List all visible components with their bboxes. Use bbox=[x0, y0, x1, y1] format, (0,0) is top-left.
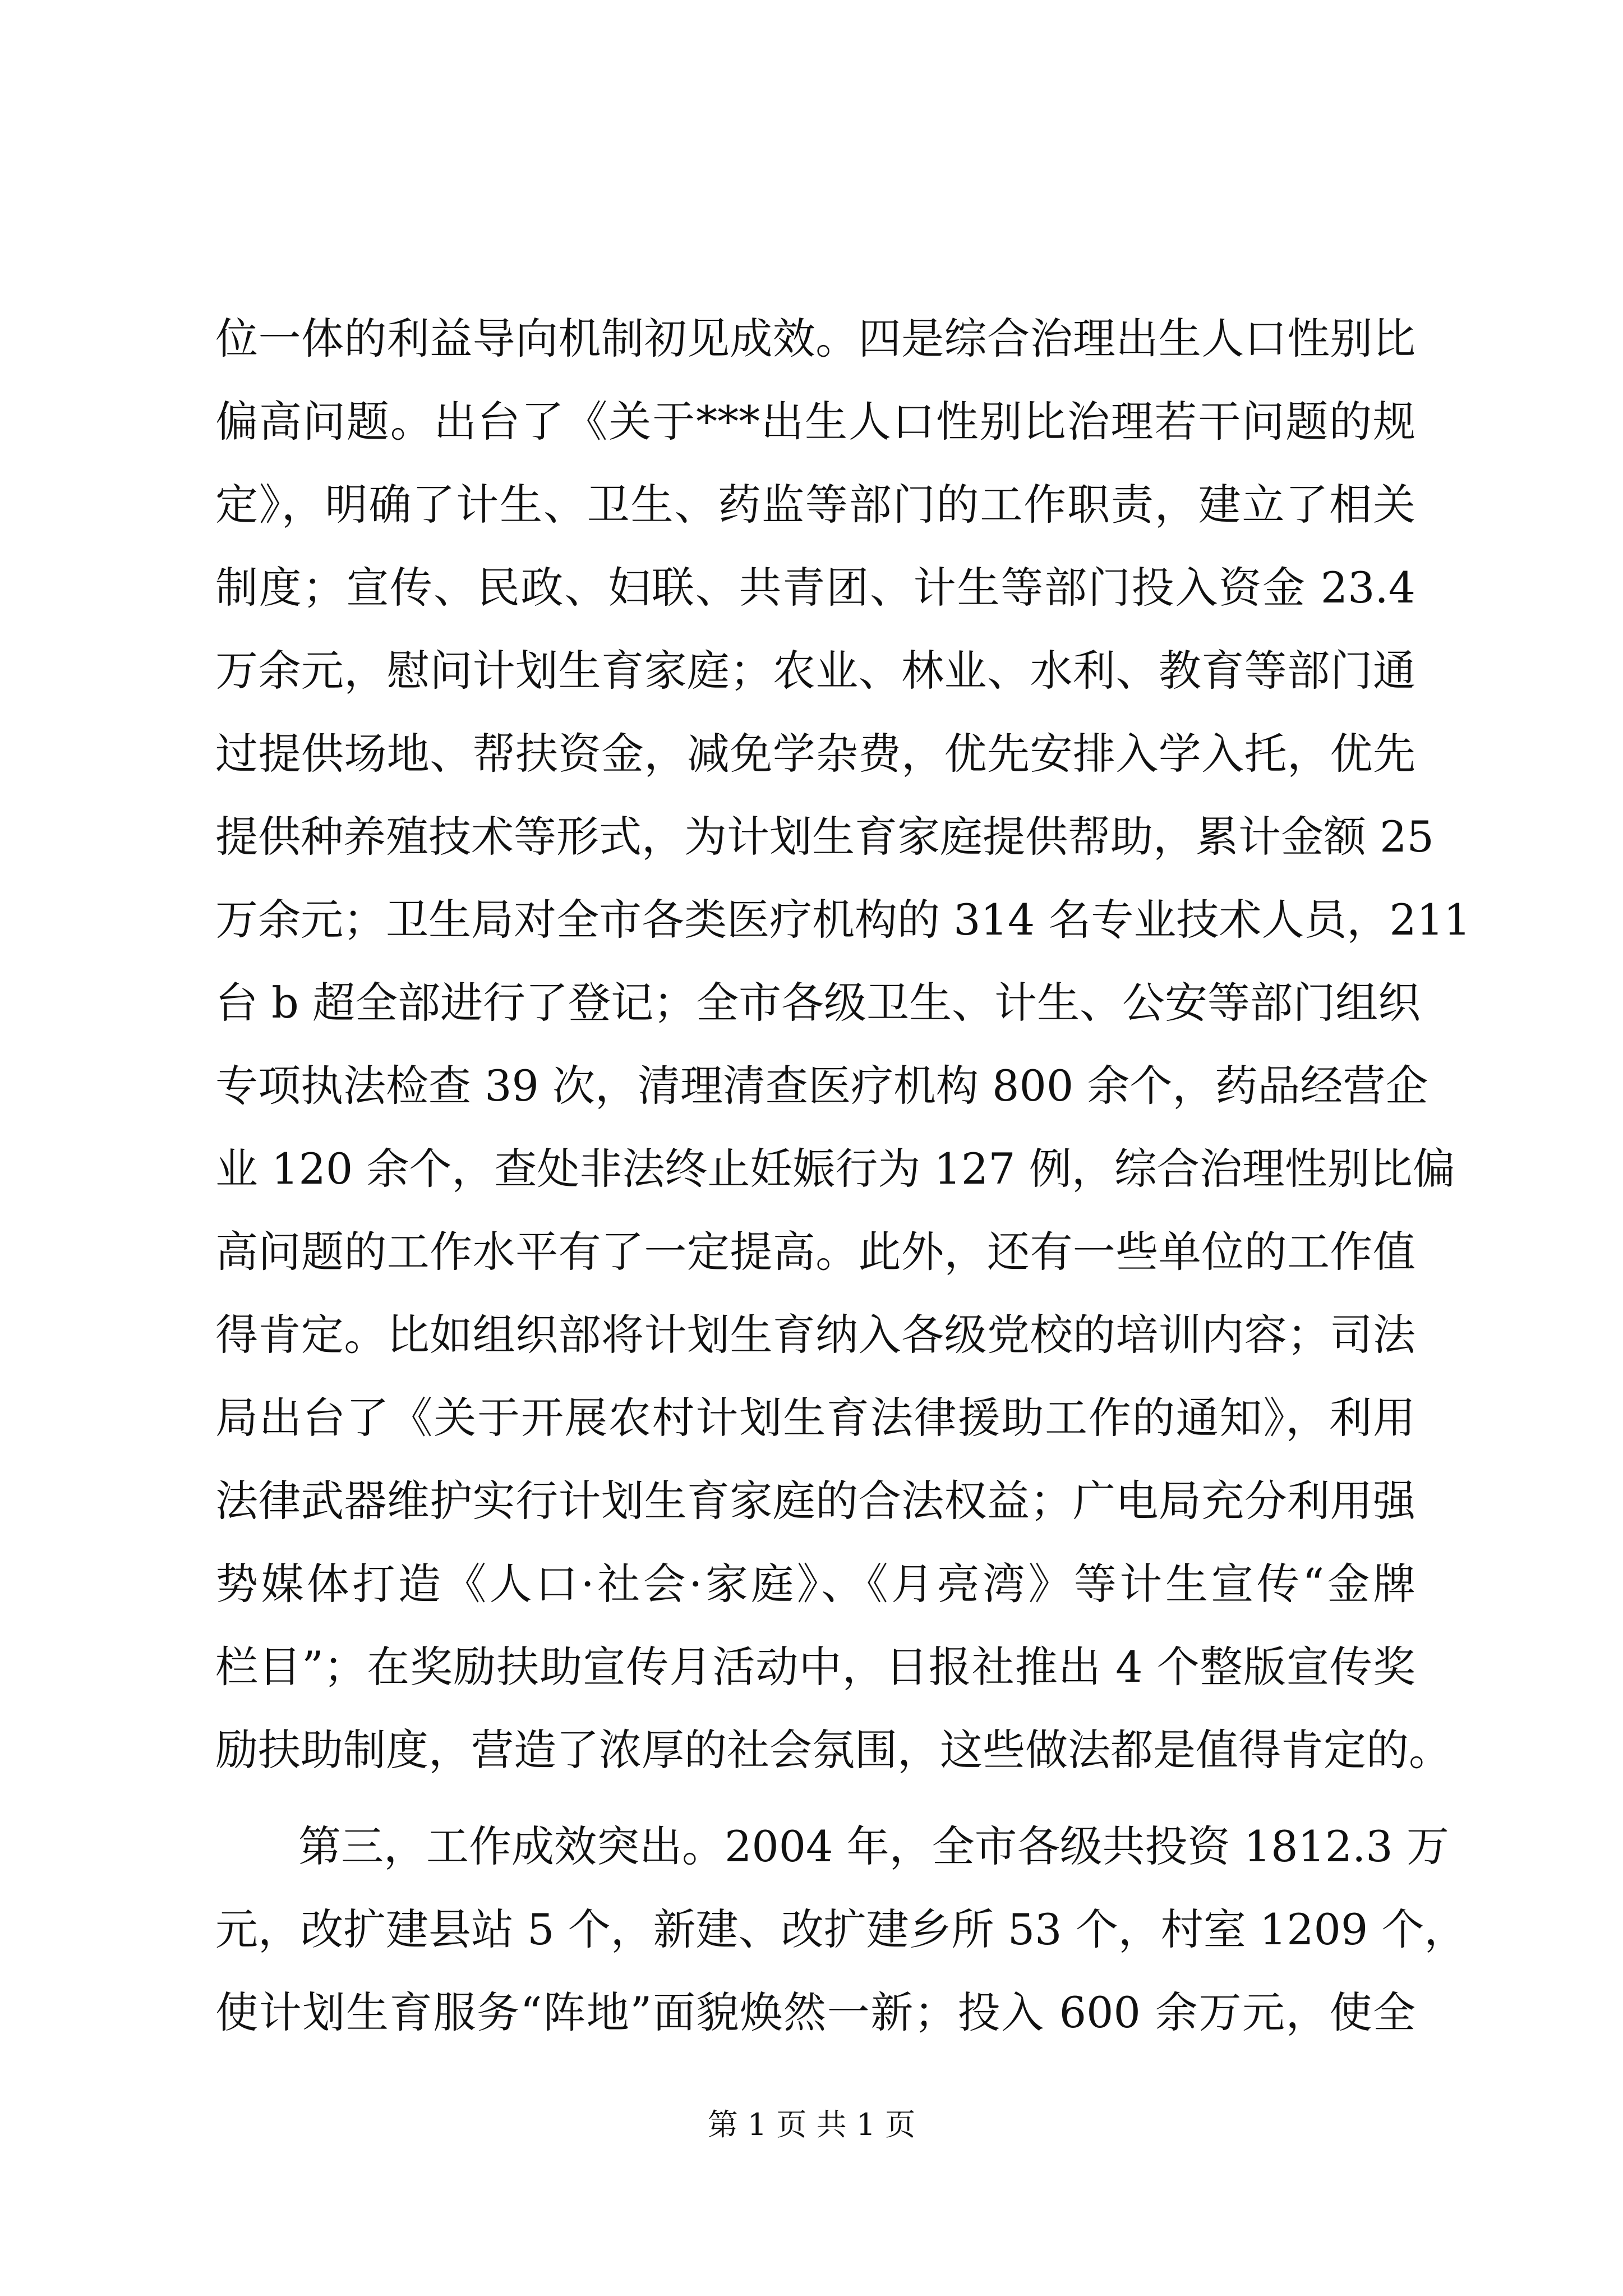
text-line: 势媒体打造《人口·社会·家庭》、《月亮湾》等计生宣传“金牌 bbox=[215, 1559, 1415, 1609]
text-line: 过提供场地、帮扶资金，减免学杂费，优先安排入学入托，优先 bbox=[215, 729, 1415, 779]
text-line: 提供种养殖技术等形式，为计划生育家庭提供帮助，累计金额 25 bbox=[215, 812, 1434, 862]
text-line: 使计划生育服务“阵地”面貌焕然一新；投入 600 余万元，使全 bbox=[215, 1987, 1415, 2037]
text-line: 高问题的工作水平有了一定提高。此外，还有一些单位的工作值 bbox=[215, 1227, 1415, 1277]
text-line: 万余元，慰问计划生育家庭；农业、林业、水利、教育等部门通 bbox=[215, 646, 1415, 696]
text-line: 法律武器维护实行计划生育家庭的合法权益；广电局充分利用强 bbox=[215, 1476, 1415, 1526]
text-line: 万余元；卫生局对全市各类医疗机构的 314 名专业技术人员，211 bbox=[215, 895, 1471, 945]
text-line: 定》，明确了计生、卫生、药监等部门的工作职责，建立了相关 bbox=[215, 480, 1415, 530]
text-line: 业 120 余个，查处非法终止妊娠行为 127 例，综合治理性别比偏 bbox=[215, 1144, 1455, 1194]
paragraph-2 bbox=[215, 1805, 1467, 2054]
body-text bbox=[215, 297, 1471, 2054]
text-line: 偏高问题。出台了《关于***出生人口性别比治理若干问题的规 bbox=[215, 397, 1415, 447]
text-line: 元，改扩建县站 5 个，新建、改扩建乡所 53 个，村室 1209 个， bbox=[215, 1904, 1467, 1954]
text-line: 专项执法检查 39 次，清理清查医疗机构 800 余个，药品经营企 bbox=[215, 1061, 1428, 1111]
text-line: 局出台了《关于开展农村计划生育法律援助工作的通知》，利用 bbox=[215, 1393, 1415, 1443]
text-line: 第三，工作成效突出。2004 年，全市各级共投资 1812.3 万 bbox=[298, 1821, 1449, 1871]
page-footer bbox=[0, 2102, 1623, 2147]
text-line: 制度；宣传、民政、妇联、共青团、计生等部门投入资金 23.4 bbox=[215, 563, 1415, 613]
paragraph-gap bbox=[215, 1792, 1415, 1805]
text-line: 得肯定。比如组织部将计划生育纳入各级党校的培训内容；司法 bbox=[215, 1310, 1415, 1360]
text-line: 励扶助制度，营造了浓厚的社会氛围，这些做法都是值得肯定的。 bbox=[215, 1725, 1451, 1775]
text-line: 台 b 超全部进行了登记；全市各级卫生、计生、公安等部门组织 bbox=[215, 978, 1421, 1028]
paragraph-1 bbox=[215, 297, 1471, 1792]
text-line: 栏目”；在奖励扶助宣传月活动中，日报社推出 4 个整版宣传奖 bbox=[215, 1642, 1415, 1692]
page-number: 第 1 页 共 1 页 bbox=[707, 2107, 916, 2142]
text-line: 位一体的利益导向机制初见成效。四是综合治理出生人口性别比 bbox=[215, 314, 1415, 364]
